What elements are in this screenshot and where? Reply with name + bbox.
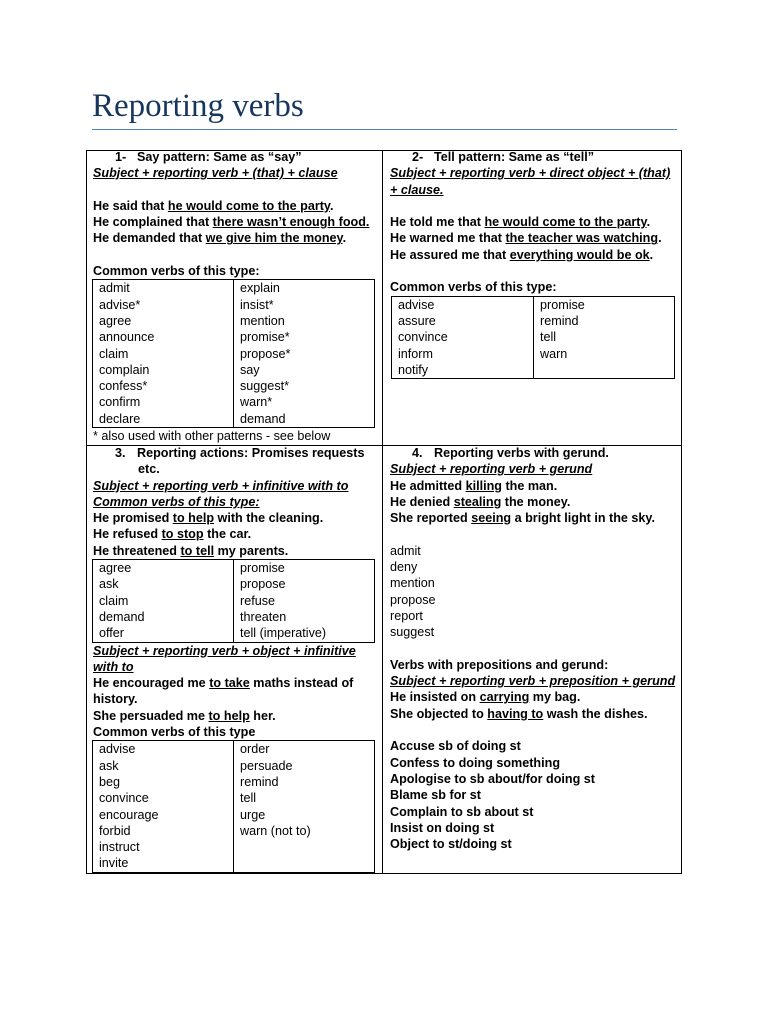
verb-item: announce	[99, 330, 155, 345]
cell1-common-label: Common verbs of this type:	[93, 264, 260, 279]
verb-item: promise	[240, 561, 285, 576]
verb-item: remind	[240, 774, 279, 789]
verb-item: mention	[390, 576, 435, 591]
verb-item: order	[240, 742, 270, 757]
verb-item: suggest*	[240, 379, 290, 394]
cell3-example: He encouraged me to take maths instead of	[93, 676, 354, 691]
verb-item: promise	[540, 297, 585, 312]
phrase-item: Object to st/doing st	[390, 837, 512, 852]
verb-item: urge	[240, 807, 266, 822]
verb-item: convince	[99, 791, 149, 806]
cell2-common-label: Common verbs of this type:	[390, 280, 557, 295]
verb-item: propose*	[240, 346, 291, 361]
verb-item: persuade	[240, 758, 293, 773]
cell3-formula-2: Subject + reporting verb + object + infinitive	[93, 643, 356, 658]
cell2-verb-table	[391, 296, 675, 379]
cell4-prep-heading: Verbs with prepositions and gerund:	[390, 657, 609, 672]
verb-item: demand	[99, 609, 145, 624]
cell3-example: He refused to stop the car.	[93, 527, 252, 542]
cell4-formula: Subject + reporting verb + gerund	[390, 462, 593, 477]
cell3-common-label: Common verbs of this type:	[93, 494, 260, 509]
cell-gerund	[390, 445, 678, 852]
cell2-example: He assured me that everything would be ok.	[390, 247, 654, 262]
cell3-formula-2: with to	[93, 659, 134, 674]
verb-item: warn	[540, 346, 568, 361]
verb-item: say	[240, 362, 260, 377]
verb-item: advise	[99, 742, 136, 757]
cell1-verb-table	[92, 279, 375, 428]
cell4-example: He denied stealing the money.	[390, 494, 571, 509]
verb-item: claim	[99, 346, 129, 361]
cell4-number: 4.	[412, 446, 423, 460]
cell3-heading: 3. Reporting actions: Promises requests	[115, 446, 365, 460]
cell1-formula: Subject + reporting verb + (that) + clause	[93, 166, 338, 181]
verb-item: advise*	[99, 297, 141, 312]
cell-tell-pattern	[390, 149, 678, 379]
verb-item: threaten	[240, 609, 287, 624]
cell4-example: She objected to having to wash the dishes.	[390, 706, 648, 721]
cell4-prep-formula: Subject + reporting verb + preposition + gerund	[390, 674, 676, 689]
cell2-formula: + clause.	[390, 182, 444, 197]
cell3-example: He threatened to tell my parents.	[93, 543, 289, 558]
verb-item: suggest	[390, 625, 435, 640]
cell3-verb-table-2	[92, 740, 375, 872]
verb-item: invite	[99, 856, 129, 871]
verb-item: propose	[240, 577, 286, 592]
cell2-number: 2-	[412, 150, 424, 164]
cell4-example: He insisted on carrying my bag.	[390, 690, 581, 705]
cell2-example: He warned me that the teacher was watching.	[390, 231, 662, 246]
verb-item: warn*	[240, 395, 273, 410]
cell3-verb-table-1	[92, 559, 375, 642]
verb-item: admit	[390, 543, 421, 558]
cell2-formula: Subject + reporting verb + direct object + (that)	[390, 166, 671, 181]
verb-item: agree	[99, 313, 132, 328]
verb-item: encourage	[99, 807, 159, 822]
cell3-example: history.	[93, 692, 138, 707]
verb-item: complain	[99, 362, 150, 377]
verb-item: admit	[99, 281, 130, 296]
cell-reporting-actions	[93, 445, 378, 873]
cell1-example: He said that he would come to the party.	[93, 198, 334, 213]
verb-item: offer	[99, 626, 124, 641]
cell3-formula: Subject + reporting verb + infinitive with to	[93, 478, 349, 493]
verb-item: tell	[540, 330, 557, 345]
verb-item: claim	[99, 593, 129, 608]
verb-item: deny	[390, 560, 418, 575]
cell4-example: She reported seeing a bright light in the sky.	[390, 511, 655, 526]
verb-item: ask	[99, 577, 119, 592]
verb-item: agree	[99, 561, 132, 576]
phrase-item: Blame sb for st	[390, 788, 481, 803]
verb-item: inform	[398, 346, 433, 361]
phrase-item: Insist on doing st	[390, 820, 495, 835]
verb-item: explain	[240, 281, 280, 296]
verb-item: refuse	[240, 593, 276, 608]
verb-item: tell (imperative)	[240, 626, 327, 641]
verb-item: tell	[240, 791, 257, 806]
verb-item: insist*	[240, 297, 274, 312]
phrase-item: Accuse sb of doing st	[390, 739, 521, 754]
verb-item: forbid	[99, 823, 131, 838]
cell3-example: He promised to help with the cleaning.	[93, 511, 324, 526]
verb-item: ask	[99, 758, 119, 773]
verb-item: remind	[540, 313, 579, 328]
cell3-number: 3.	[115, 446, 126, 460]
verb-item: promise*	[240, 330, 290, 345]
cell3-common-label-2: Common verbs of this type	[93, 725, 256, 740]
cell-say-pattern	[93, 149, 378, 444]
cell1-example: He complained that there wasn’t enough food.	[93, 215, 370, 230]
verb-item: declare	[99, 411, 141, 426]
verb-item: mention	[240, 313, 285, 328]
verb-item: propose	[390, 592, 436, 607]
phrase-item: Confess to doing something	[390, 755, 561, 770]
verb-item: demand	[240, 411, 286, 426]
verb-item: confirm	[99, 395, 141, 410]
verb-item: confess*	[99, 379, 148, 394]
cell2-heading: 2- Tell pattern: Same as “tell”	[412, 150, 595, 164]
cell1-number: 1-	[115, 150, 127, 164]
cell4-example: He admitted killing the man.	[390, 478, 558, 493]
grid-vertical-divider	[382, 150, 383, 874]
cell1-footnote: * also used with other patterns - see below	[93, 429, 331, 444]
cell4-heading: 4. Reporting verbs with gerund.	[412, 446, 609, 460]
verb-item: instruct	[99, 840, 140, 855]
verb-item: convince	[398, 330, 448, 345]
cell1-heading: 1- Say pattern: Same as “say”	[115, 150, 302, 164]
verb-item: notify	[398, 362, 429, 377]
verb-item: advise	[398, 297, 435, 312]
title-underline	[92, 129, 677, 130]
cell3-example: She persuaded me to help her.	[93, 708, 276, 723]
cell3-heading-cont: etc.	[138, 462, 160, 477]
page-title: Reporting verbs	[92, 88, 304, 124]
verb-item: report	[390, 608, 423, 623]
cell2-example: He told me that he would come to the party.	[390, 215, 651, 230]
phrase-item: Complain to sb about st	[390, 804, 534, 819]
verb-item: warn (not to)	[240, 823, 311, 838]
verb-item: assure	[398, 313, 436, 328]
verb-item: beg	[99, 774, 121, 789]
phrase-item: Apologise to sb about/for doing st	[390, 771, 595, 786]
cell1-example: He demanded that we give him the money.	[93, 231, 347, 246]
